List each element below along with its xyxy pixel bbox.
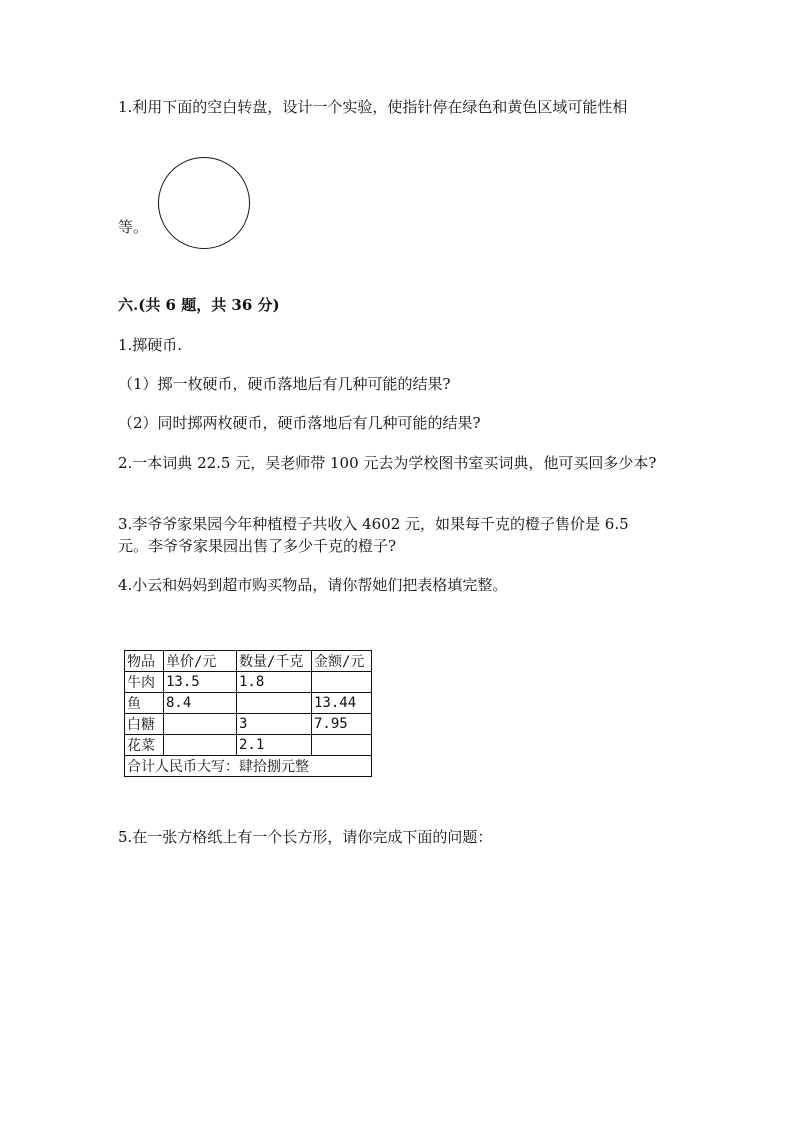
table-cell: [164, 714, 237, 735]
table-cell: 牛肉: [125, 672, 164, 693]
shopping-question: 4.小云和妈妈到超市购买物品，请你帮她们把表格填完整。: [118, 576, 508, 594]
table-cell: 花菜: [125, 735, 164, 756]
table-total-row: [125, 756, 372, 777]
q1-text-line2: 等。: [118, 218, 149, 236]
dictionary-question: 2.一本词典 22.5 元，吴老师带 100 元去为学校图书室买词典，他可买回多少本?: [118, 454, 657, 472]
table-cell: [312, 735, 372, 756]
orange-question: 3.李爷爷家果园今年种植橙子共收入 4602 元，如果每千克的橙子售价是 6.5 元。李爷爷家果园出售了多少千克的橙子?: [118, 515, 629, 555]
coin-subquestion-2: （2）同时掷两枚硬币，硬币落地后有几种可能的结果?: [118, 414, 481, 432]
table-cell: 13.5: [164, 672, 237, 693]
total-cell: 合计人民币大写：肆拾捌元整: [125, 756, 372, 777]
table-header-row: [125, 651, 372, 672]
table-cell: [164, 735, 237, 756]
header-cell: 金额/元: [312, 651, 372, 672]
table-cell: 2.1: [237, 735, 312, 756]
table-row: [125, 714, 372, 735]
blank-spinner-circle: [158, 157, 250, 249]
table-cell: 7.95: [312, 714, 372, 735]
rectangle-question: 5.在一张方格纸上有一个长方形，请你完成下面的问题：: [118, 828, 493, 846]
table-row: [125, 735, 372, 756]
q1-text-line1: 1.利用下面的空白转盘，设计一个实验，使指针停在绿色和黄色区域可能性相: [118, 98, 628, 116]
shopping-table: [124, 650, 372, 777]
table-cell: [312, 672, 372, 693]
header-cell: 物品: [125, 651, 164, 672]
table-cell: 8.4: [164, 693, 237, 714]
table-cell: [237, 693, 312, 714]
table-cell: 白糖: [125, 714, 164, 735]
coin-question-title: 1.掷硬币.: [118, 336, 183, 354]
header-cell: 单价/元: [164, 651, 237, 672]
table-cell: 3: [237, 714, 312, 735]
table-cell: 1.8: [237, 672, 312, 693]
table-row: [125, 693, 372, 714]
section-six-title: 六.(共 6 题，共 36 分): [118, 296, 280, 314]
coin-subquestion-1: （1）掷一枚硬币，硬币落地后有几种可能的结果?: [118, 375, 451, 393]
header-cell: 数量/千克: [237, 651, 312, 672]
table-row: [125, 672, 372, 693]
table-cell: 13.44: [312, 693, 372, 714]
table-cell: 鱼: [125, 693, 164, 714]
